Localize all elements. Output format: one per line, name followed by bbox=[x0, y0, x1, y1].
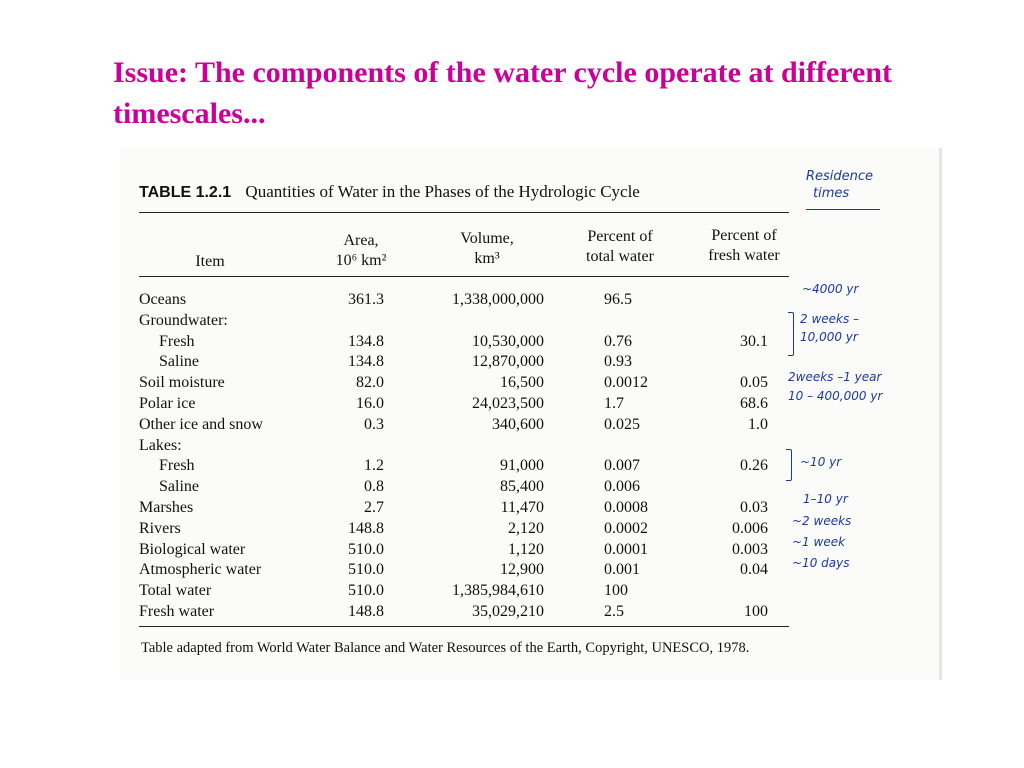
cell-volume: 12,900 bbox=[500, 561, 544, 579]
cell-item: Biological water bbox=[139, 540, 246, 558]
annotation-oceans: ~4000 yr bbox=[802, 282, 859, 296]
col-head-pct-total: Percent of total water bbox=[586, 228, 654, 265]
cell-pct-fresh: 100 bbox=[744, 603, 768, 620]
annotation-biological: ~1 week bbox=[792, 535, 846, 549]
cell-pct-total: 0.0012 bbox=[604, 374, 648, 392]
cell-item: Groundwater: bbox=[139, 311, 228, 329]
cell-pct-total: 2.5 bbox=[604, 603, 624, 620]
cell-area: 510.0 bbox=[348, 561, 384, 579]
cell-pct-fresh: 0.05 bbox=[740, 374, 768, 392]
cell-pct-total: 100 bbox=[604, 582, 628, 600]
annotation-polar: 10 – 400,000 yr bbox=[788, 389, 883, 403]
cell-item: Fresh bbox=[159, 457, 195, 475]
cell-item: Lakes: bbox=[139, 436, 182, 454]
table-row bbox=[139, 559, 799, 580]
cell-area: 2.7 bbox=[364, 499, 384, 516]
cell-volume: 16,500 bbox=[500, 374, 544, 392]
cell-pct-total: 0.0002 bbox=[604, 519, 648, 537]
cell-volume: 2,120 bbox=[508, 519, 544, 537]
cell-volume: 1,338,000,000 bbox=[452, 291, 544, 308]
table-row bbox=[139, 497, 799, 518]
cell-area: 0.8 bbox=[364, 478, 384, 496]
cell-item: Marshes bbox=[139, 499, 194, 516]
table-row bbox=[139, 414, 799, 435]
cell-volume: 1,120 bbox=[508, 540, 544, 558]
cell-area: 361.3 bbox=[348, 291, 384, 308]
col-head-pct-fresh: Percent of fresh water bbox=[708, 227, 780, 264]
cell-area: 16.0 bbox=[356, 395, 384, 412]
col-head-area: Area, 10⁶ km² bbox=[335, 232, 387, 269]
cell-pct-fresh: 30.1 bbox=[740, 332, 768, 350]
scan-edge bbox=[939, 148, 942, 680]
cell-pct-total: 96.5 bbox=[604, 291, 632, 308]
cell-item: Atmospheric water bbox=[139, 561, 262, 579]
annotation-header-underline bbox=[806, 209, 880, 210]
cell-pct-total: 0.93 bbox=[604, 353, 632, 371]
annotation-lakes: ~10 yr bbox=[800, 455, 842, 469]
cell-pct-fresh: 0.03 bbox=[740, 499, 768, 516]
table-row bbox=[139, 310, 799, 331]
cell-pct-fresh: 0.26 bbox=[740, 457, 768, 475]
cell-pct-total: 0.76 bbox=[604, 332, 632, 350]
header-top-rule bbox=[139, 212, 789, 213]
annotation-groundwater-2: 10,000 yr bbox=[800, 330, 858, 344]
cell-area: 148.8 bbox=[348, 519, 384, 537]
cell-pct-fresh: 0.006 bbox=[732, 519, 768, 537]
cell-area: 134.8 bbox=[348, 353, 384, 371]
table-number: TABLE 1.2.1 bbox=[139, 184, 232, 201]
cell-pct-total: 0.001 bbox=[604, 561, 640, 579]
cell-volume: 12,870,000 bbox=[472, 353, 544, 371]
cell-pct-total: 0.007 bbox=[604, 457, 640, 475]
col-head-volume: Volume, km³ bbox=[460, 230, 514, 267]
table-row bbox=[139, 351, 799, 372]
slide-title: Issue: The components of the water cycle operate at different timescales... bbox=[113, 56, 893, 130]
table-row bbox=[139, 331, 799, 352]
annotation-header-2: times bbox=[813, 186, 850, 201]
cell-item: Polar ice bbox=[139, 395, 196, 412]
cell-volume: 91,000 bbox=[500, 457, 544, 475]
col-head-item: Item bbox=[195, 253, 225, 270]
cell-volume: 1,385,984,610 bbox=[452, 582, 544, 600]
cell-item: Saline bbox=[159, 353, 199, 371]
cell-area: 82.0 bbox=[356, 374, 384, 392]
cell-item: Other ice and snow bbox=[139, 415, 263, 433]
cell-area: 510.0 bbox=[348, 582, 384, 600]
table-row bbox=[139, 476, 799, 497]
cell-pct-total: 0.0001 bbox=[604, 540, 648, 558]
cell-pct-fresh: 1.0 bbox=[748, 415, 768, 433]
cell-pct-fresh: 0.04 bbox=[740, 561, 768, 579]
annotation-header-1: Residence bbox=[806, 169, 874, 184]
table-footnote: Table adapted from World Water Balance and Water Resources of the Earth, Copyright, UNESCO, 1978. bbox=[141, 640, 750, 656]
header-bottom-rule bbox=[139, 276, 789, 277]
annotation-groundwater-bracket bbox=[788, 312, 794, 356]
annotation-soil: 2weeks –1 year bbox=[788, 370, 882, 384]
table-bottom-rule bbox=[139, 626, 789, 627]
annotation-rivers: ~2 weeks bbox=[792, 514, 852, 528]
cell-item: Fresh water bbox=[139, 603, 215, 620]
table-row bbox=[139, 518, 799, 539]
cell-pct-total: 0.0008 bbox=[604, 499, 648, 516]
cell-item: Rivers bbox=[139, 519, 181, 537]
cell-item: Soil moisture bbox=[139, 374, 225, 392]
table-row bbox=[139, 580, 799, 601]
cell-area: 134.8 bbox=[348, 332, 384, 350]
cell-volume: 24,023,500 bbox=[472, 395, 544, 412]
table-row bbox=[139, 372, 799, 393]
table-row bbox=[139, 435, 799, 456]
cell-volume: 11,470 bbox=[500, 499, 544, 516]
table-heading bbox=[139, 181, 640, 204]
cell-volume: 340,600 bbox=[492, 415, 544, 433]
cell-pct-fresh: 0.003 bbox=[732, 540, 768, 558]
table-row bbox=[139, 601, 799, 622]
cell-area: 148.8 bbox=[348, 603, 384, 620]
table-row bbox=[139, 455, 799, 476]
table-caption: Quantities of Water in the Phases of the Hydrologic Cycle bbox=[245, 182, 640, 201]
annotation-atmospheric: ~10 days bbox=[792, 556, 850, 570]
cell-pct-total: 0.006 bbox=[604, 478, 640, 496]
cell-pct-fresh: 68.6 bbox=[740, 395, 768, 412]
cell-volume: 10,530,000 bbox=[472, 332, 544, 350]
cell-item: Oceans bbox=[139, 291, 187, 308]
annotation-marshes: 1–10 yr bbox=[803, 492, 848, 506]
annotation-groundwater-1: 2 weeks – bbox=[800, 312, 860, 326]
cell-pct-total: 0.025 bbox=[604, 415, 640, 433]
cell-item: Fresh bbox=[159, 332, 195, 350]
cell-volume: 35,029,210 bbox=[472, 603, 544, 620]
cell-item: Total water bbox=[139, 582, 212, 600]
cell-item: Saline bbox=[159, 478, 199, 496]
cell-area: 1.2 bbox=[364, 457, 384, 475]
table-row bbox=[139, 539, 799, 560]
annotation-lakes-bracket bbox=[786, 449, 792, 481]
cell-volume: 85,400 bbox=[500, 478, 544, 496]
table-row bbox=[139, 289, 799, 310]
cell-area: 510.0 bbox=[348, 540, 384, 558]
table-row bbox=[139, 393, 799, 414]
cell-pct-total: 1.7 bbox=[604, 395, 624, 412]
cell-area: 0.3 bbox=[364, 415, 384, 433]
